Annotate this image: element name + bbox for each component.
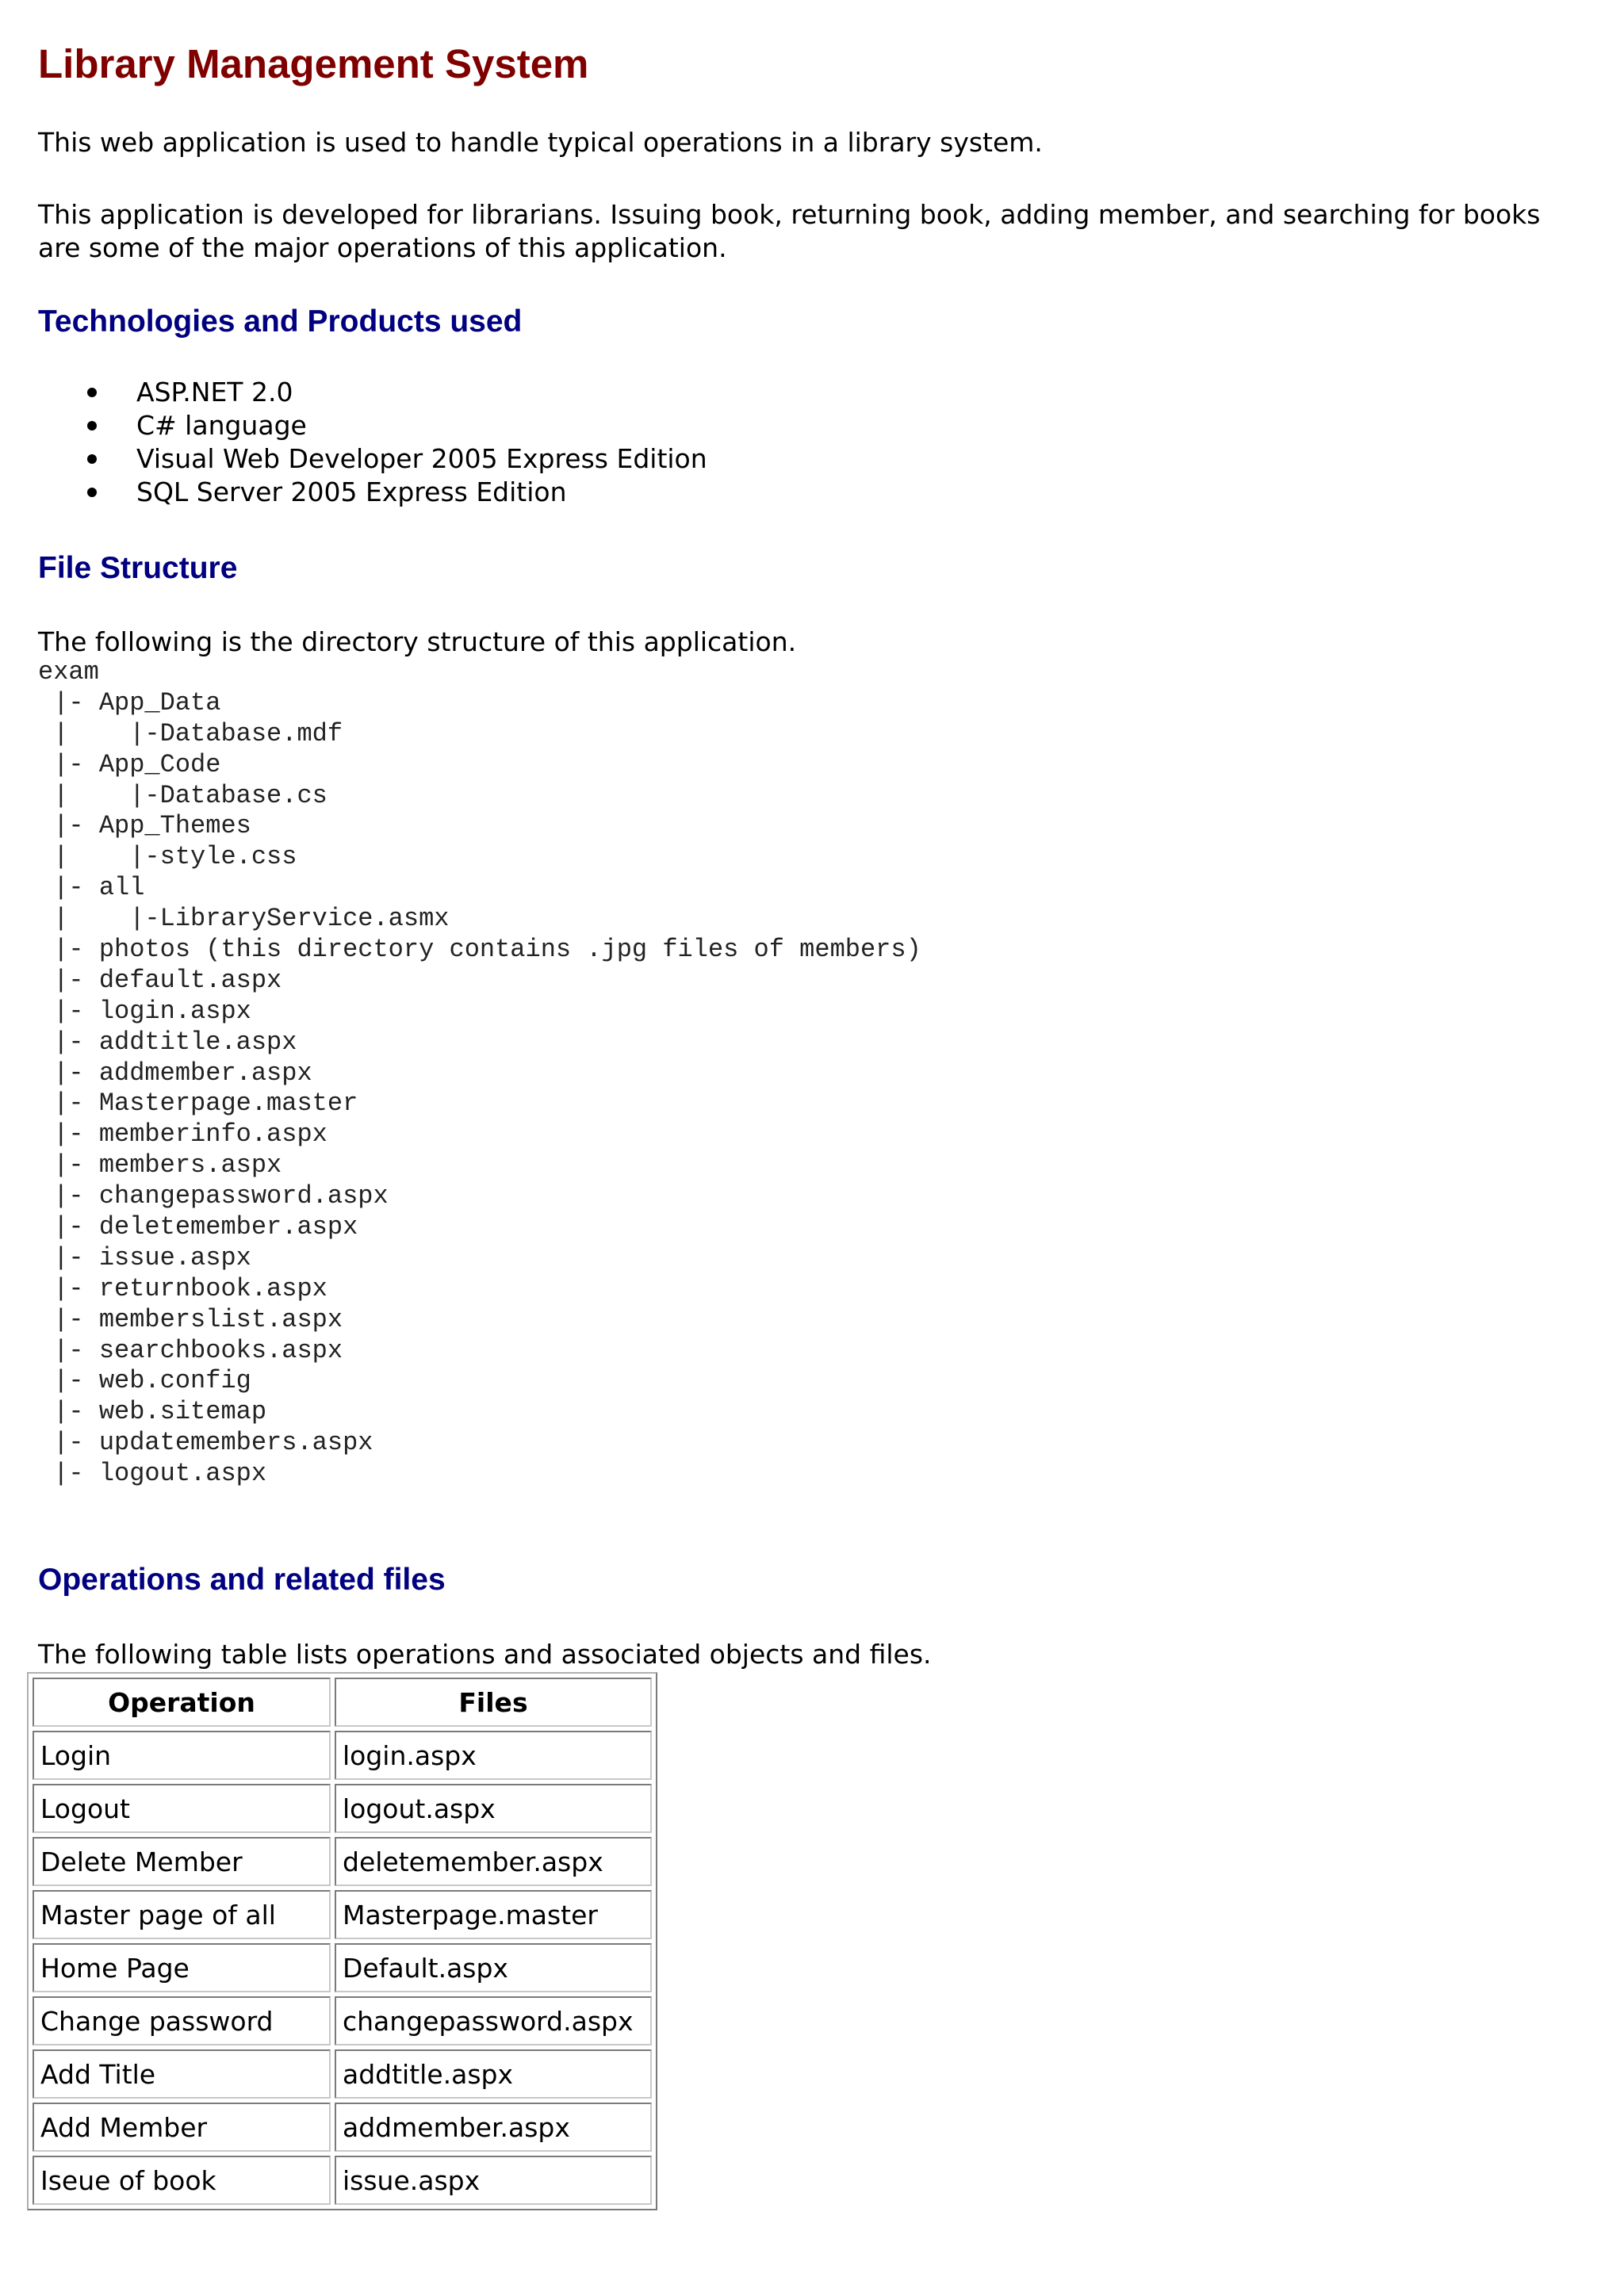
list-item	[38, 476, 707, 509]
tree-line: |- members.aspx	[38, 1150, 282, 1181]
tree-line: |- memberinfo.aspx	[38, 1119, 327, 1150]
list-item	[38, 376, 707, 409]
tree-line: |- changepassword.aspx	[38, 1181, 389, 1211]
tree-line: |- App_Themes	[38, 811, 251, 841]
tree-line: | |-Database.cs	[38, 780, 327, 810]
file-structure-description: The following is the directory structure of this application.	[38, 626, 797, 657]
table-row	[33, 1890, 652, 1939]
file-cell: addmember.aspx	[335, 2103, 652, 2152]
column-header-files: Files	[335, 1678, 652, 1727]
table-row	[33, 1784, 652, 1833]
tree-line: |- default.aspx	[38, 965, 282, 995]
table-row	[33, 2156, 652, 2205]
operation-cell: Iseue of book	[33, 2156, 331, 2205]
tree-line: |- memberslist.aspx	[38, 1304, 343, 1334]
technologies-heading: Technologies and Products used	[38, 304, 523, 339]
tree-line: |- logout.aspx	[38, 1459, 267, 1489]
bullet-icon	[87, 388, 97, 397]
table-row	[33, 1731, 652, 1780]
bullet-icon	[87, 421, 97, 430]
technologies-list	[38, 376, 707, 509]
tree-line: |- App_Code	[38, 749, 221, 779]
operations-heading: Operations and related files	[38, 1563, 446, 1597]
tree-line: |- web.sitemap	[38, 1397, 267, 1427]
intro-paragraph-1: This web application is used to handle typical operations in a library system.	[38, 127, 1043, 158]
tree-line: |- searchbooks.aspx	[38, 1335, 343, 1365]
operation-cell: Add Member	[33, 2103, 331, 2152]
operation-cell: Add Title	[33, 2049, 331, 2099]
tree-line: |- addmember.aspx	[38, 1058, 312, 1088]
tree-line: |- login.aspx	[38, 996, 251, 1026]
operation-cell: Change password	[33, 1996, 331, 2045]
tree-line: |- updatemembers.aspx	[38, 1428, 373, 1458]
tree-line: |- photos (this directory contains .jpg files of members)	[38, 935, 921, 965]
tree-line: |- addtitle.aspx	[38, 1027, 297, 1057]
table-row	[33, 1996, 652, 2045]
file-cell: Default.aspx	[335, 1943, 652, 1992]
tree-line: |- returnbook.aspx	[38, 1273, 327, 1303]
tree-line: |- App_Data	[38, 687, 221, 718]
operation-cell: Logout	[33, 1784, 331, 1833]
operation-cell: Login	[33, 1731, 331, 1780]
tree-line: | |-LibraryService.asmx	[38, 904, 450, 934]
directory-tree	[38, 657, 921, 1490]
file-structure-heading: File Structure	[38, 551, 238, 585]
tree-line: |- web.config	[38, 1366, 251, 1396]
tree-line: exam	[38, 657, 99, 687]
bullet-icon	[87, 488, 97, 497]
tree-line: |- Masterpage.master	[38, 1089, 358, 1119]
operation-cell: Delete Member	[33, 1837, 331, 1886]
tree-line: |- all	[38, 873, 145, 903]
file-cell: issue.aspx	[335, 2156, 652, 2205]
list-item	[38, 409, 707, 442]
table-row	[33, 2103, 652, 2152]
tree-line: |- issue.aspx	[38, 1242, 251, 1272]
technology-label: Visual Web Developer 2005 Express Edition	[136, 443, 707, 474]
page-title: Library Management System	[38, 41, 589, 86]
file-cell: deletemember.aspx	[335, 1837, 652, 1886]
tree-line: | |-Database.mdf	[38, 718, 343, 748]
technology-label: ASP.NET 2.0	[136, 377, 293, 408]
bullet-icon	[87, 454, 97, 464]
file-cell: changepassword.aspx	[335, 1996, 652, 2045]
file-cell: addtitle.aspx	[335, 2049, 652, 2099]
table-row	[33, 1943, 652, 1992]
table-row	[33, 2049, 652, 2099]
file-cell: logout.aspx	[335, 1784, 652, 1833]
operation-cell: Master page of all	[33, 1890, 331, 1939]
file-cell: login.aspx	[335, 1731, 652, 1780]
column-header-operation: Operation	[33, 1678, 331, 1727]
file-cell: Masterpage.master	[335, 1890, 652, 1939]
technology-label: SQL Server 2005 Express Edition	[136, 476, 567, 507]
operations-description: The following table lists operations and associated objects and files.	[38, 1639, 932, 1670]
operation-cell: Home Page	[33, 1943, 331, 1992]
table-row	[33, 1837, 652, 1886]
tree-line: |- deletemember.aspx	[38, 1212, 358, 1242]
operations-table	[27, 1672, 657, 2210]
tree-line: | |-style.css	[38, 842, 297, 872]
list-item	[38, 442, 707, 476]
intro-paragraph-2: This application is developed for librarians. Issuing book, returning book, adding member, and searching for books are some of the major operations of this application.	[38, 199, 1541, 263]
table-header-row	[33, 1678, 652, 1727]
technology-label: C# language	[136, 410, 307, 441]
